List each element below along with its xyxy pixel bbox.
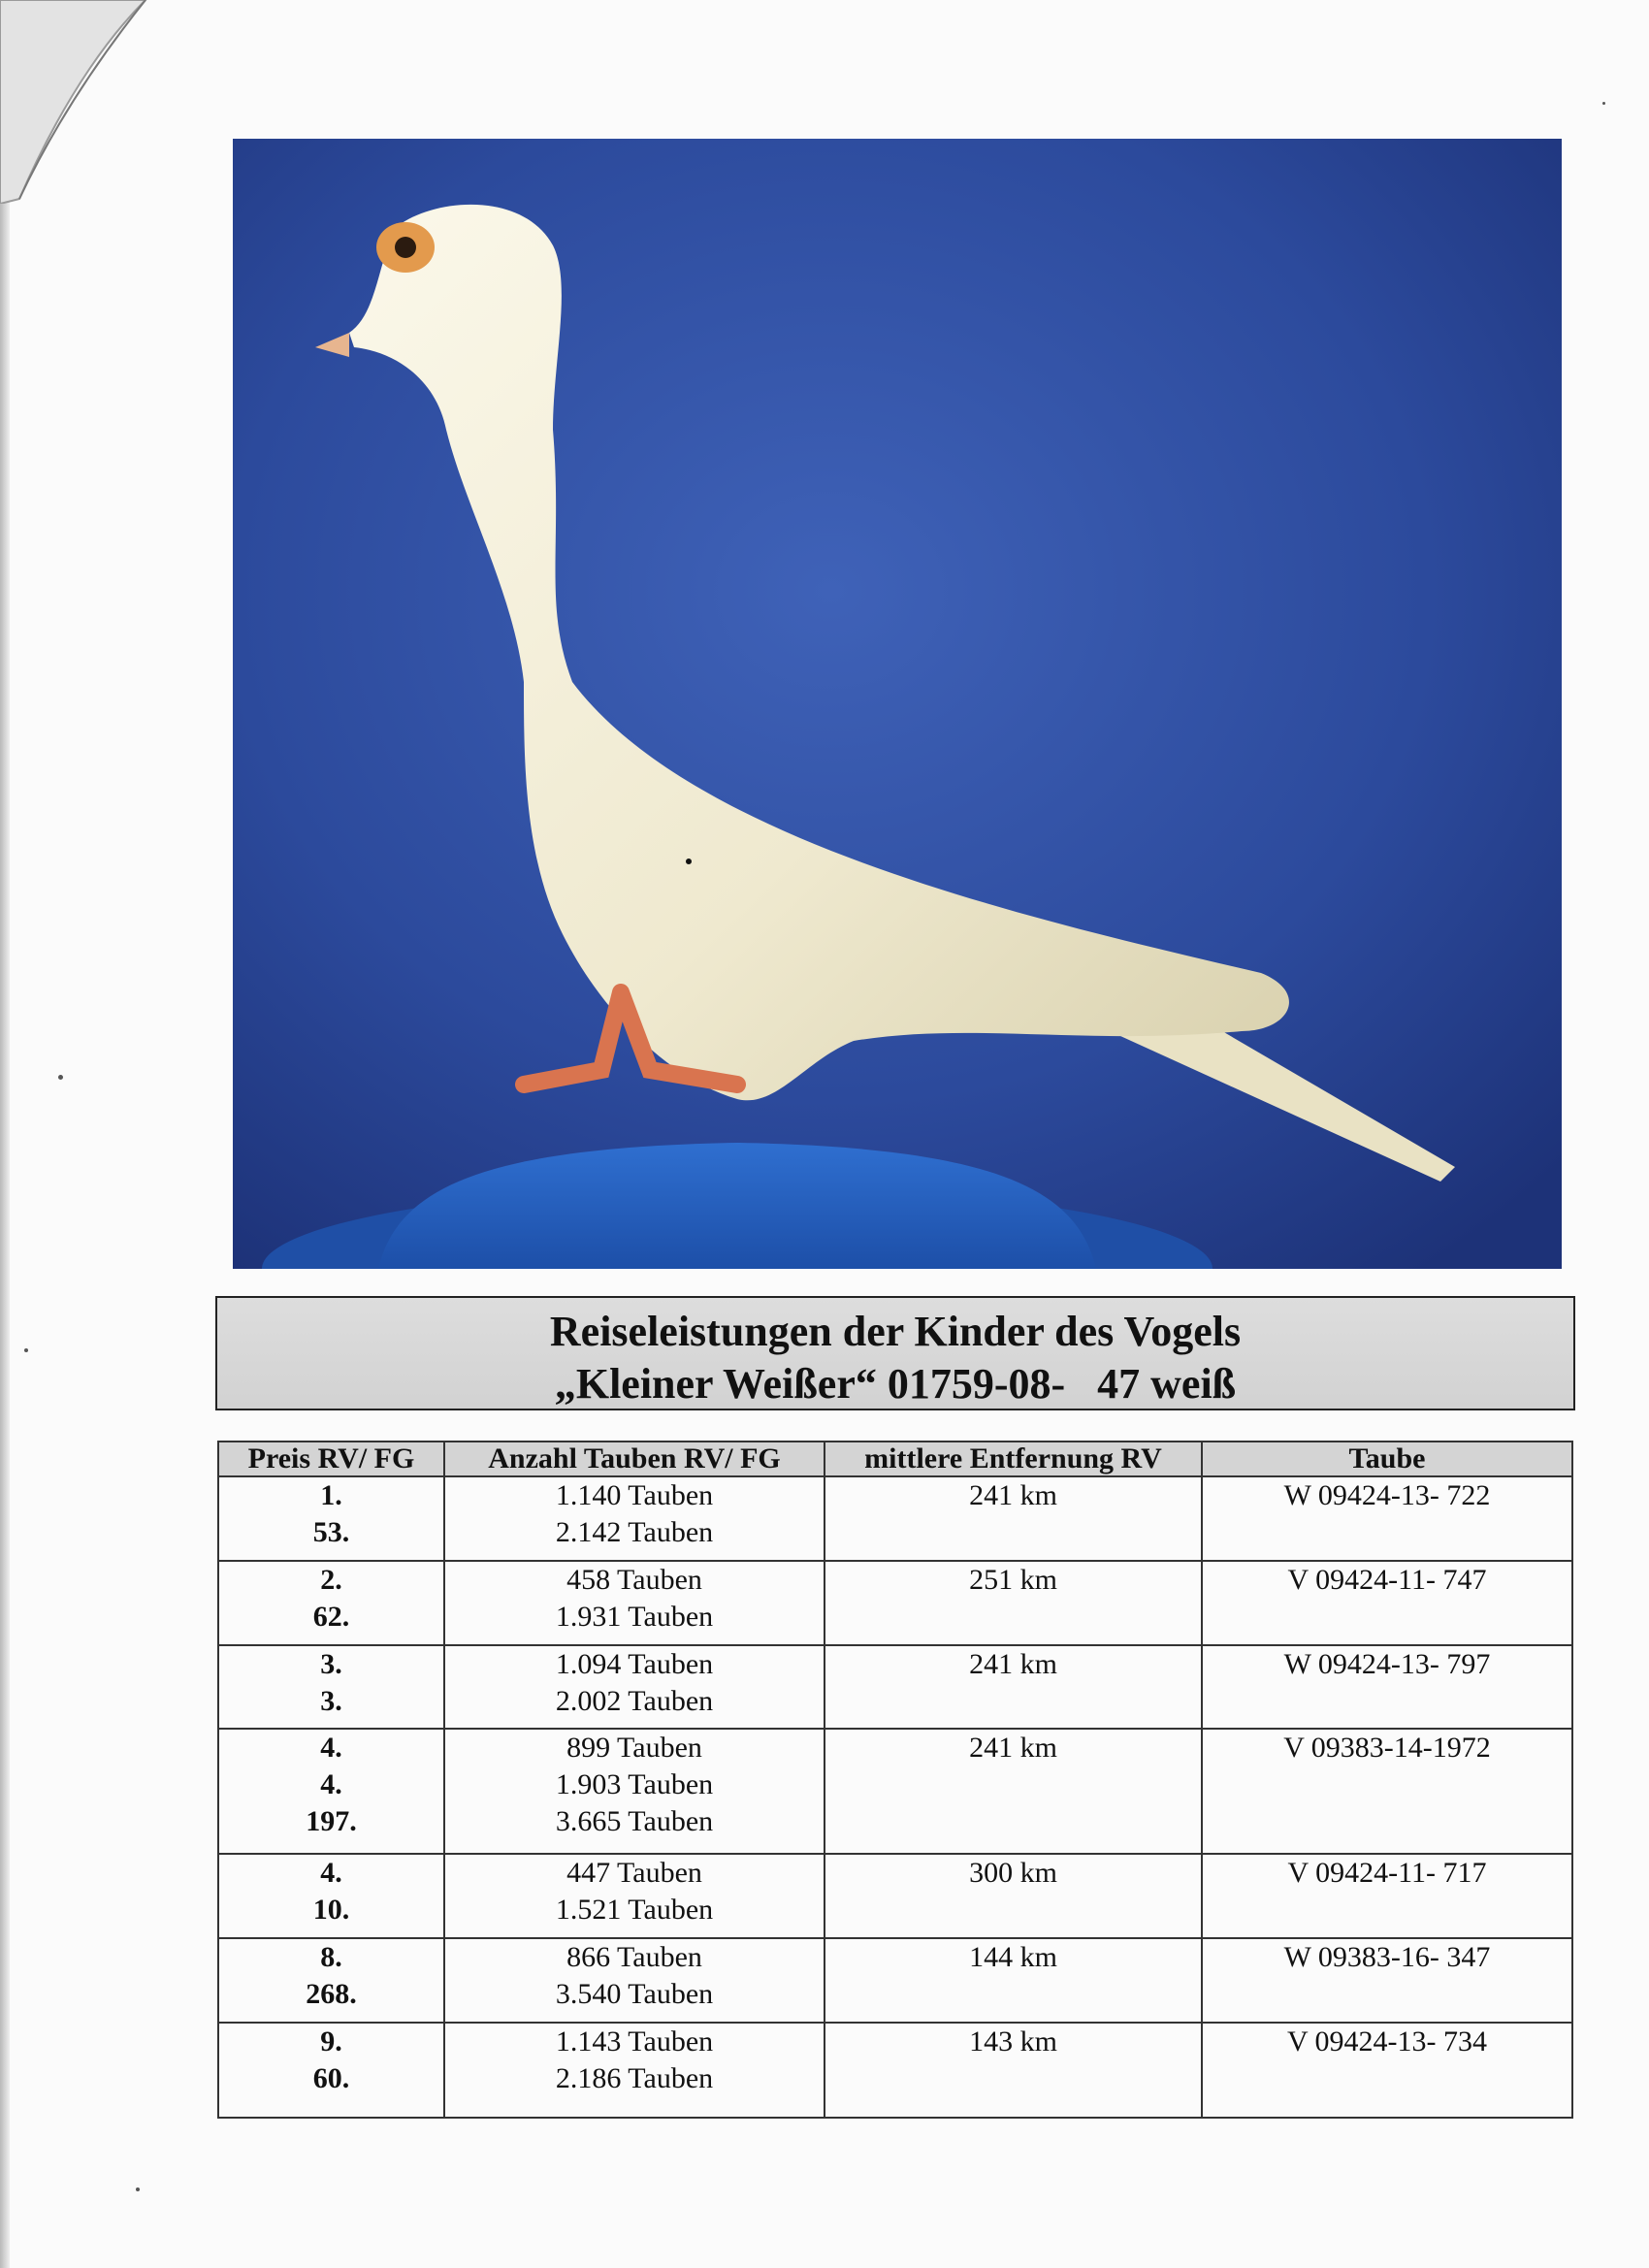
results-table xyxy=(217,1441,1573,2119)
cell-entfernung: 241 km xyxy=(824,1476,1202,1561)
scan-speck xyxy=(58,1075,63,1080)
cell-entfernung: 143 km xyxy=(824,2023,1202,2118)
cell-preis: 4. 10. xyxy=(218,1854,444,1938)
cell-entfernung: 241 km xyxy=(824,1729,1202,1854)
title-line-2: „Kleiner Weißer“ 01759-08- 47 weiß xyxy=(554,1360,1237,1408)
table-header-row xyxy=(218,1442,1572,1476)
cell-taube: W 09424-13- 797 xyxy=(1202,1645,1572,1730)
cell-anzahl: 447 Tauben 1.521 Tauben xyxy=(444,1854,824,1938)
cell-taube: V 09424-11- 717 xyxy=(1202,1854,1572,1938)
cell-preis: 8. 268. xyxy=(218,1938,444,2023)
cell-entfernung: 300 km xyxy=(824,1854,1202,1938)
cell-taube: V 09383-14-1972 xyxy=(1202,1729,1572,1854)
scan-speck xyxy=(24,1348,28,1352)
cell-anzahl: 458 Tauben 1.931 Tauben xyxy=(444,1561,824,1645)
title-box xyxy=(215,1296,1575,1410)
cell-preis: 4. 4. 197. xyxy=(218,1729,444,1854)
header-taube: Taube xyxy=(1202,1442,1572,1476)
header-entfernung: mittlere Entfernung RV xyxy=(824,1442,1202,1476)
table-row xyxy=(218,1561,1572,1645)
table-row xyxy=(218,1854,1572,1938)
cell-anzahl: 866 Tauben 3.540 Tauben xyxy=(444,1938,824,2023)
cell-entfernung: 241 km xyxy=(824,1645,1202,1730)
table-row xyxy=(218,1729,1572,1854)
cell-preis: 2. 62. xyxy=(218,1561,444,1645)
cell-preis: 9. 60. xyxy=(218,2023,444,2118)
folded-corner xyxy=(0,0,213,204)
table-row xyxy=(218,1476,1572,1561)
table-row xyxy=(218,2023,1572,2118)
table-row xyxy=(218,1938,1572,2023)
table-row xyxy=(218,1645,1572,1730)
cell-preis: 1. 53. xyxy=(218,1476,444,1561)
header-preis: Preis RV/ FG xyxy=(218,1442,444,1476)
cell-taube: W 09383-16- 347 xyxy=(1202,1938,1572,2023)
scan-speck xyxy=(136,2187,140,2191)
scan-speck xyxy=(1602,102,1605,105)
header-anzahl: Anzahl Tauben RV/ FG xyxy=(444,1442,824,1476)
cell-anzahl: 899 Tauben 1.903 Tauben 3.665 Tauben xyxy=(444,1729,824,1854)
pigeon-photo xyxy=(233,139,1562,1269)
cell-entfernung: 251 km xyxy=(824,1561,1202,1645)
cell-taube: V 09424-11- 747 xyxy=(1202,1561,1572,1645)
cell-preis: 3. 3. xyxy=(218,1645,444,1730)
title-line-1: Reiseleistungen der Kinder des Vogels xyxy=(549,1308,1242,1355)
cell-anzahl: 1.140 Tauben 2.142 Tauben xyxy=(444,1476,824,1561)
cell-anzahl: 1.094 Tauben 2.002 Tauben xyxy=(444,1645,824,1730)
cell-entfernung: 144 km xyxy=(824,1938,1202,2023)
cell-taube: V 09424-13- 734 xyxy=(1202,2023,1572,2118)
cell-taube: W 09424-13- 722 xyxy=(1202,1476,1572,1561)
cell-anzahl: 1.143 Tauben 2.186 Tauben xyxy=(444,2023,824,2118)
scan-page-edge xyxy=(0,0,10,2268)
